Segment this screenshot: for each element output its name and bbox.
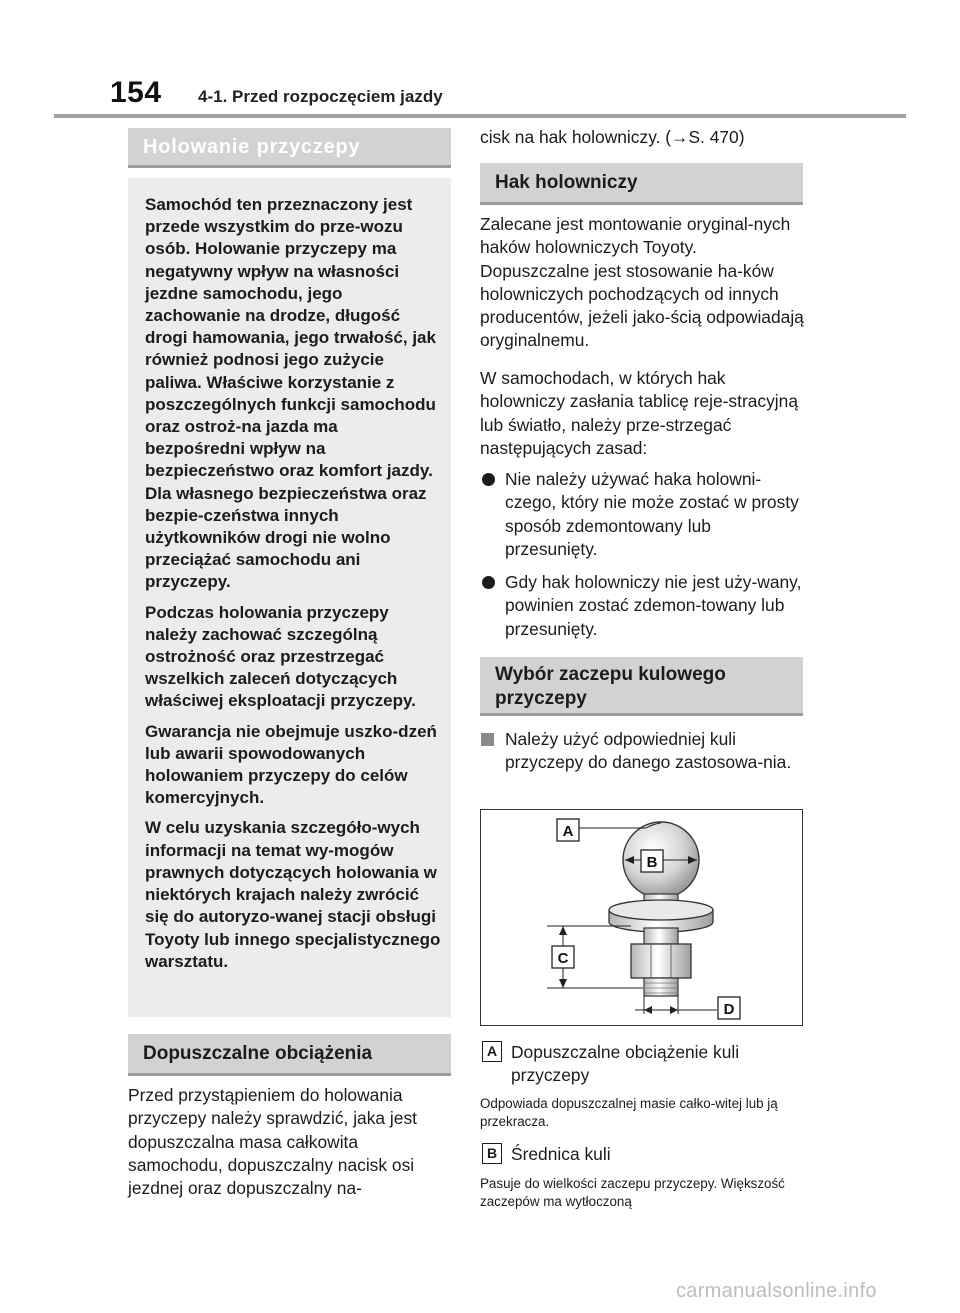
body-paragraph: Zalecane jest montowanie oryginal-nych haków holowniczych Toyoty. Dopuszczalne jest stosowanie ha-ków holowniczych pochodzących od innych producentów, jeżeli jako-ścią odpowiadają oryginalnemu.: [480, 214, 804, 351]
legend-key-box: A: [482, 1041, 502, 1062]
watermark: carmanualsonline.info: [676, 1280, 877, 1302]
body-paragraph: W samochodach, w których hak holowniczy zasłania tablicę reje-stracyjną lub światło, należy prze-strzegać następujących zasad:: [480, 368, 799, 458]
subsection-heading-obciazenia: [128, 1034, 451, 1076]
notice-paragraph: W celu uzyskania szczegóło-wych informacji na temat wy-mogów prawnych dotyczących holowania w niektórych krajach należy zwrócić się do autoryzo-wanej stacji obsługi Toyoty lub innego specjalistycznego warsztatu.: [145, 818, 441, 971]
continuation-paragraph: cisk na hak holowniczy. (→S. 470): [480, 127, 745, 147]
legend-key-box: B: [482, 1143, 502, 1164]
svg-text:B: B: [646, 854, 658, 871]
bullet-dot-icon: [482, 473, 495, 486]
body-paragraph: Przed przystąpieniem do holowania przyczepy należy sprawdzić, jaka jest dopuszczalna masa całkowita samochodu, dopuszczalny nacisk osi jezdnej oraz dopuszczalny na-: [128, 1085, 417, 1199]
subsection-heading-text: Dopuszczalne obciążenia: [143, 1043, 373, 1064]
section-heading-holowanie: [128, 128, 451, 168]
legend-item-b: [480, 1143, 805, 1166]
tow-ball-figure: [480, 809, 803, 1026]
chapter-title: 4-1. Przed rozpoczęciem jazdy: [198, 87, 443, 106]
subsection-heading-wybor: [480, 657, 803, 716]
tow-ball-illustration: [481, 810, 801, 1024]
header-rule: [54, 114, 906, 118]
bullet-item: [480, 468, 805, 561]
page-number: 154: [110, 76, 162, 109]
subsection-heading-text: Wybór zaczepu kulowego przyczepy: [495, 664, 726, 709]
bullet-text: Gdy hak holowniczy nie jest uży-wany, powinien zostać zdemon-towany lub przesunięty.: [505, 572, 802, 639]
notice-paragraph: Samochód ten przeznaczony jest przede wszystkim do prze-wozu osób. Holowanie przyczepy ma negatywny wpływ na własności jezdne samochodu, jego zachowanie na drodze, długość drogi hamowania, jego trwałość, jak również podnosi jego zużycie paliwa. Właściwe korzystanie z poszczególnych funkcji samochodu oraz ostroż-na jazda ma bezpośredni wpływ na bezpieczeństwo oraz komfort jazdy. Dla własnego bezpieczeństwa oraz bezpie-czeństwa innych użytkowników drogi nie wolno przeciążać samochodu ani przyczepy.: [145, 195, 436, 592]
section-heading-text: Holowanie przyczepy: [143, 136, 361, 158]
notice-paragraph: Gwarancja nie obejmuje uszko-dzeń lub awarii spowodowanych holowaniem przyczepy do celów komercyjnych.: [145, 721, 437, 808]
legend-item-a: [480, 1041, 805, 1088]
subsection-heading-hak: [480, 163, 803, 205]
svg-text:D: D: [723, 1001, 735, 1018]
square-bullet-text: Należy użyć odpowiedniej kuli przyczepy do danego zastosowa-nia.: [505, 729, 792, 773]
notice-paragraph: Podczas holowania przyczepy należy zachować szczególną ostrożność oraz przestrzegać wszelkich zaleceń dotyczących właściwej eksploatacji przyczepy.: [145, 602, 416, 711]
svg-text:A: A: [562, 823, 574, 840]
square-bullet-item: [480, 728, 805, 775]
square-bullet-icon: [481, 733, 494, 746]
legend-note: Odpowiada dopuszczalnej masie całko-witej lub ją przekracza.: [480, 1096, 778, 1129]
bullet-dot-icon: [482, 576, 495, 589]
bullet-text: Nie należy używać haka holowni-czego, który nie może zostać w prosty sposób zdemontowany lub przesunięty.: [505, 469, 799, 559]
notice-box: [128, 178, 451, 1017]
legend-title: Dopuszczalne obciążenie kuli przyczepy: [511, 1042, 740, 1086]
bullet-item: [480, 571, 805, 641]
subsection-heading-text: Hak holowniczy: [495, 172, 638, 193]
legend-title: Średnica kuli: [511, 1144, 611, 1164]
svg-text:C: C: [557, 950, 569, 967]
legend-note: Pasuje do wielkości zaczepu przyczepy. Większość zaczepów ma wytłoczoną: [480, 1176, 785, 1209]
